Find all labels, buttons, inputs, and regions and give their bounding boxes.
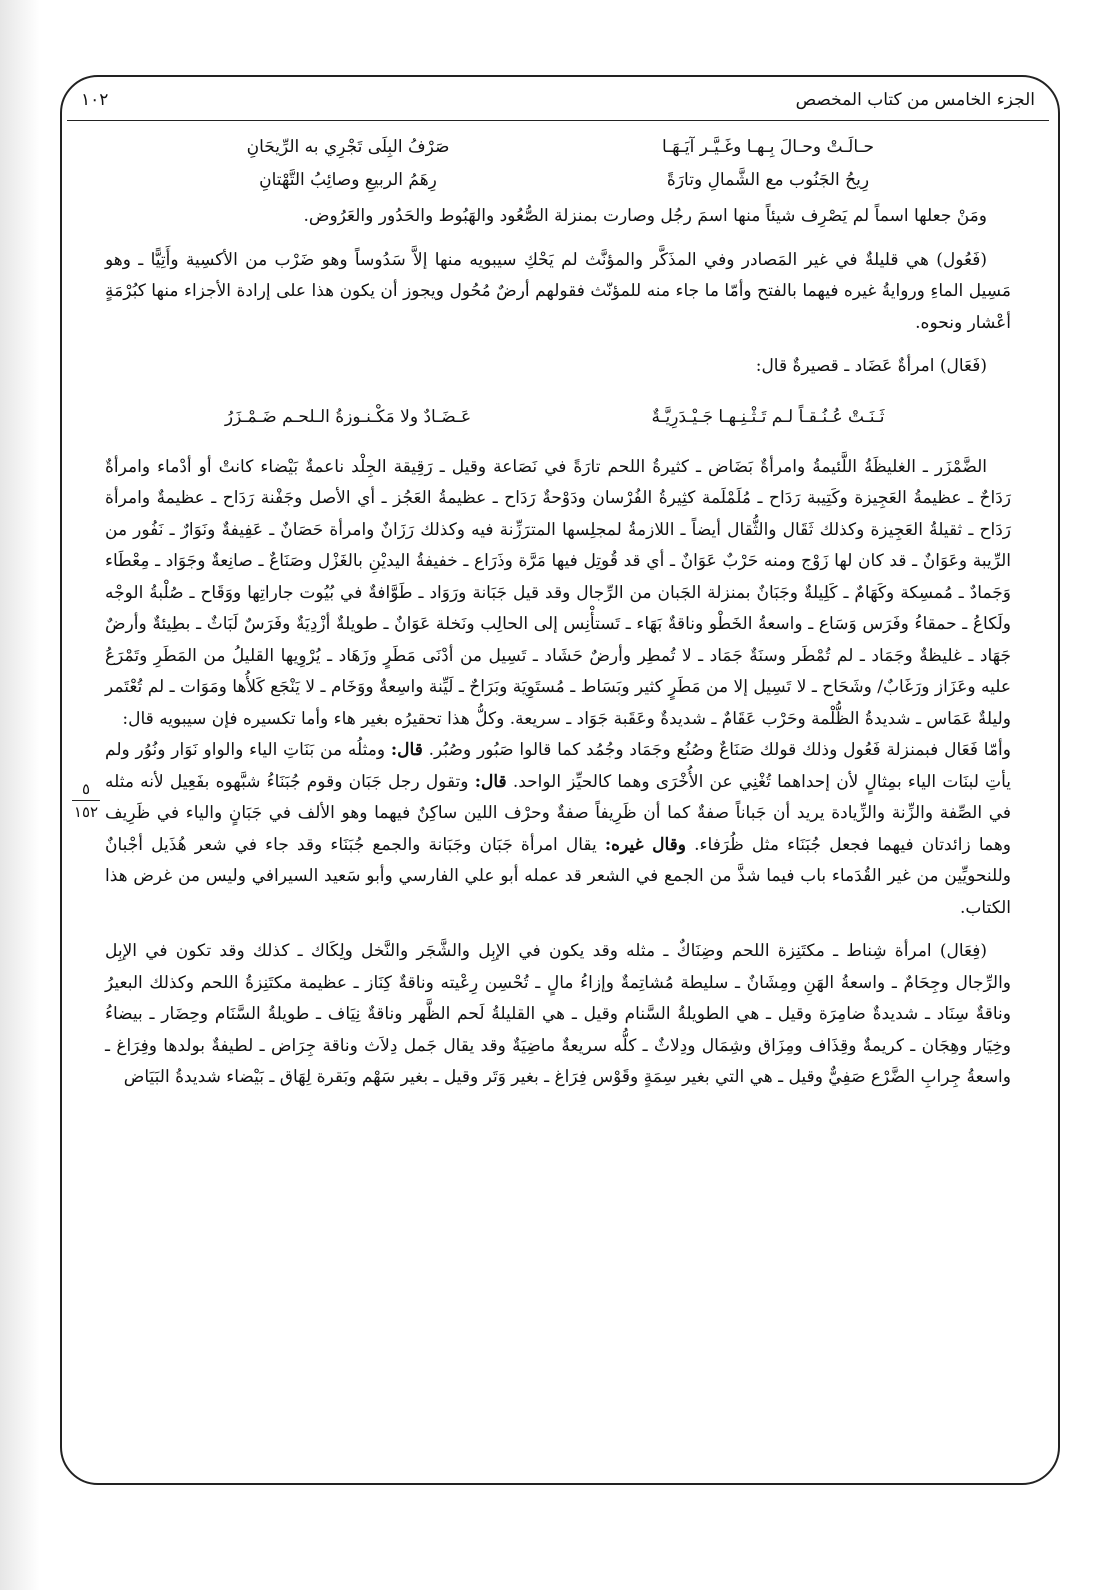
paragraph: (فَعَال) امرأةٌ عَضَاد ـ قصيرةٌ قال: [755,356,987,376]
page-number: ١٠٢ [81,90,109,111]
paragraph: (فِعَال) امرأة شِناط ـ مكتَنِزة اللحم وضِنَاكٌ ـ مثله وقد يكون في الإبِل والشَّجَر والنَّخل ولِكَاك ـ كذلك وقد تكون في الإبِل والرِّجال وجِحَامٌ ـ واسعةُ الهَنِ ومِشَانٌ ـ سليطة مُشاتِمةٌ وإزاءُ مالٍ ـ تُحْسِن رِعْيته وناقةٌ كِنَاز ـ عظيمة مكتَنِزةُ اللحم وكذلك البعيرُ وناقةٌ سِنَاد ـ شديدةٌ ضامِرَة وقيل ـ هي الطويلةُ السَّنام وقيل ـ هي القليلةُ لَحم الظَّهر وناقةٌ نِيَاف ـ طويلةُ السَّنَام وحِضَار ـ بيضاءُ وخِيَار وهِجَان ـ كريمةٌ وقِذَاف ومِزَاق وشِمَال ودِلاثٌ ـ كلُّه سريعةٌ ماضِيَةٌ وقد يقال جَمل دِلاَث وناقة جِرَاض ـ لطيفةٌ بولدها وفِرَاغ ـ واسعةُ جِرابِ الضَّرْع صَفِيٌّ وقيل ـ هي التي بغير سِمَةٍ وقَوْس فِرَاغ ـ بغير وَتَر وقيل ـ بغير سَهْم وبَقرة لِهَاق ـ بَيْضاء شديدةُ البَيَاض [105,941,1011,1087]
verse-line [105,131,1011,164]
text-run: يقال امرأة جَبَان وجَبَانة والجمع جُبَنَاء وقد جاء في شعر هُذَيل أجْبانٌ وللنحويِّين من غير القُدَماء باب فيما شذَّ من الجمع في الشعر قد عمله أبو علي الفارسي وأبو سَعيد السيرافي وليس من غرض هذا الكتاب. [105,834,1011,918]
running-title: الجزء الخامس من كتاب المخصص [795,90,1035,111]
margin-ref-numerator: ٥ [81,780,91,798]
text-run: وتقول رجل جَبَان وقوم جُبَنَاءُ شبَّهوه بفَعِيل لأنه مثله في الصِّفة والزِّنة والزِّيادة يريد أن جَباناً صفةٌ كما أن ظَرِيفاً صفةٌ وحرْف اللين ساكِنٌ فيهما وهو الألف في جَبَانٍ والياء في ظَرِيف وهما زائدتان فيهما فجعل جُبَنَاء مثل ظُرَفاء. [105,771,1012,855]
margin-ref-bar [72,800,100,801]
text-run: ومثلُه من بَنَاتِ الياء والواو نَوَار ونُوُر ولم يأتِ لبنَات الياء بمِثالٍ لأن إحداهما تُغْنِي عن الأُخْرَى وهما كالحيِّز الواحد. [105,740,1012,792]
hemistich-left: عَـضَـادٌ ولا مَكْـنـوزةُ الـلحـم ضَـمْـزَرُ [224,406,472,427]
qal-ghayruhu-label: وقال غيره: [604,834,686,855]
hemistich-right: رِيحُ الجَنُوب مع الشَّمالِ وتارَةً [666,170,870,190]
qal-label: قال: [474,771,507,792]
verse-line [105,401,1011,434]
running-header [67,82,1049,121]
margin-ref-denominator: ١٥٢ [73,803,99,821]
margin-reference [68,780,104,821]
scan-edge-shadow [0,0,40,1590]
poem-block-2 [105,387,1011,448]
qal-label: قال: [390,740,423,760]
hemistich-left: صَرْفُ البِلَى تَجْرِي به الرِّيحَانِ [246,137,450,157]
paragraph: الضَّمْزَر ـ الغليظَةُ اللَّئيمةُ وامرأةٌ بَضَاض ـ كثيرةُ اللحم تارَةً في نَصَاعة وقيل ـ رَقِيقة الجِلْد ناعمةٌ بَيْضاء كانتْ أو أدْماء وامرأةٌ رَدَاحٌ ـ عظيمةُ العَجِيزة وكَتِيبة رَدَاح ـ مُلَمْلَمة كثِيرةُ الفُرْسان ودَوْحةٌ رَدَاح ـ عظيمةُ العَجُز ـ أي الأصل وجَفْنة رَدَاح ـ عظيمةٌ وامرأة رَدَاح ـ ثقيلةُ العَجِيزة وكذلك ثَقَال والثُّقال أيضاً ـ اللازمةُ لمجلِسها المترَزِّنة فيه وكذلك رَزَانٌ وامرأة حَصَانٌ ـ عَفِيفةٌ ونَوَارٌ ـ نَفُور من الرِّيبة وعَوَانٌ ـ قد كان لها زَوْج ومنه حَرْبٌ عَوَانٌ ـ أي قد قُوتِل فيها مَرَّة وذَرَاع ـ خفيفةُ اليديْنِ بالغَزْل وصَنَاعٌ ـ صانِعةٌ وجَوَاد ـ مِعْطَاء وَجَمادٌ ـ مُمسِكة وكَهَامٌ ـ كَلِيلةٌ وجَبَانٌ بمنزلة الجَبان من الرِّجال وقد قيل جَبَانة ورَوَاد ـ طَوَّافةٌ في بُيُوت جاراتِها ووَقَاح ـ صُلْبةُ الوجْه ولَكاعُ ـ حمقاءُ وفَرَس وَسَاع ـ واسعةُ الخَطْو وناقةٌ بَهَاء ـ تَستأْنِس إلى الحالِب ونَخلة عَوَانٌ ـ طويلةٌ أزْدِيَةٌ وفَرَسٌ لَبَاثٌ ـ بطِيئةٌ وأرضٌ جَهَاد ـ غليظةٌ وجَمَاد ـ لم تُمْطَر وسنَةٌ جَمَاد ـ لا تُمطِر وأرضٌ حَشَاد ـ تَسِيل من أدْنَى مَطَرٍ وزَهَاد ـ يُرْوِيها القليلُ من المَطَرِ وتَمْرَعُ عليه وعَزَاز ورَغَابٌ/ وشَحَاح ـ لا تَسِيل إلا من مَطَرٍ كثير وبَسَاط ـ مُستَوِيَة وبَرَاحٌ ـ لَيِّنة واسِعةٌ ووَخَام ـ لا يَنْجَع كَلأُها ومَوَات ـ لم تُعْتَمر وليلةٌ عَمَاس ـ شديدةُ الظُّلْمة وحَرْب عَقَامٌ ـ شديدةٌ وعَقَبة جَوَاد ـ سريعة. وكلُّ هذا تحقيرُه بغير هاء وأما تكسيره فإن سيبويه قال: [105,456,1011,729]
text-run: وأمّا فَعَال فبمنزلة فَعُول وذلك قولك صَنَاعٌ وصُنُع وجَمَاد وجُمُد كما قالوا صَبُور وصُبُر. [428,740,1011,760]
paragraph: ومَنْ جعلها اسماً لم يَصْرِف شيئاً منها اسمَ رجُل وصارت بمنزلة الصُّعُود والهَبُوط والحَدُور والعَرُوض. [303,206,987,226]
hemistich-right: حـالَـتْ وحـالَ بِـهـا وغَـيَّـر آيَـهَـا [661,137,875,157]
verse-line [105,164,1011,197]
hemistich-left: رِهَمُ الربيعِ وصائِبُ التَّهْتانِ [259,170,437,190]
hemistich-right: ثَـنَـتْ عُـنُـقـاً لـم تَـثْـنِـهـا جَـيْـدَرِيَّـةٌ [651,406,885,427]
poem-block-1 [105,131,1011,197]
paragraph [105,735,1011,924]
paragraph: (فَعُول) هي قليلةٌ في غير المَصادر وفي المذَكَّر والمؤنَّث لم يَحْكِ سيبويه منها إلاَّ سَدُوساً وهو ضَرْب من الأكسِية وأَتِيًّا ـ وهو مَسِيل الماءِ وروايةُ غيره فيهما بالفتح وأمّا ما جاء منه للمؤنّث فقولهم أرضٌ مُحُول ويجوز أن يكون هذا على إرادة الأجزاء منها كبُرْمَةٍ أعْشار ونحوه. [105,249,1011,333]
